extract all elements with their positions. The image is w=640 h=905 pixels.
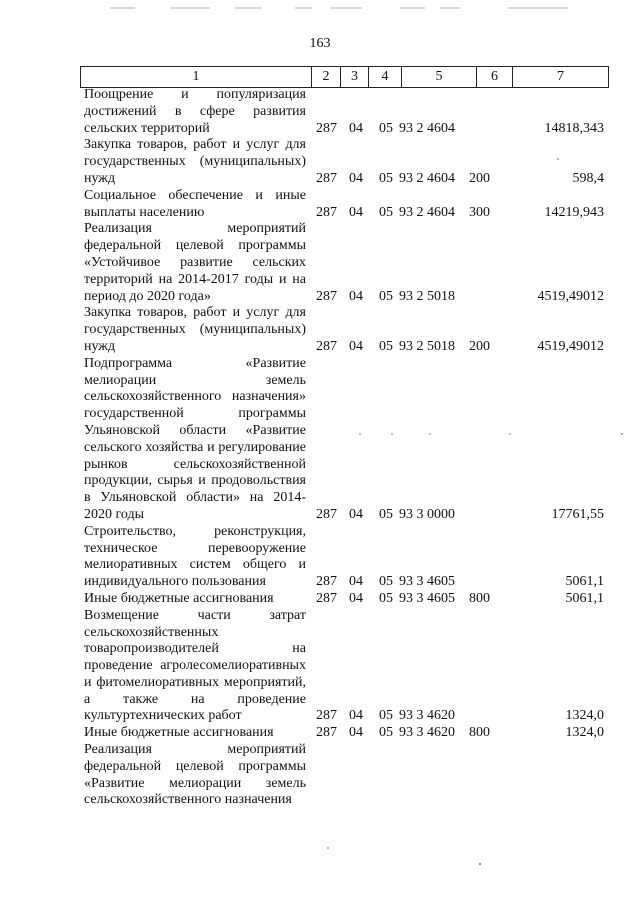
row-col-2: 287 bbox=[316, 708, 337, 724]
row-amount: 14219,943 bbox=[544, 204, 604, 220]
row-col-5: 93 2 4604 bbox=[399, 120, 455, 136]
row-col-4: 05 bbox=[379, 708, 393, 724]
row-amount: 1324,0 bbox=[565, 725, 604, 741]
speck bbox=[479, 863, 481, 865]
row-description: Социальное обеспечение и иные выплаты населению bbox=[84, 187, 306, 220]
speck bbox=[391, 433, 393, 435]
row-description: Закупка товаров, работ и услуг для государственных (муниципальных) нужд bbox=[84, 305, 306, 354]
row-col-4: 05 bbox=[379, 590, 393, 606]
row-description: Реализация мероприятий федеральной целевой программы «Развитие мелиорации земель сельскохозяйственного назначения bbox=[84, 742, 306, 808]
row-col-5: 93 3 4620 bbox=[399, 708, 455, 724]
row-description: Строительство, реконструкция, техническое перевооружение мелиоративных систем общего и индивидуального пользования bbox=[84, 523, 306, 590]
row-amount: 4519,49012 bbox=[537, 338, 604, 354]
row-col-6: 800 bbox=[469, 590, 490, 606]
row-col-3: 04 bbox=[349, 288, 363, 304]
row-amount: 14818,343 bbox=[544, 120, 604, 136]
row-col-4: 05 bbox=[379, 338, 393, 354]
speck bbox=[557, 158, 559, 160]
row-col-5: 93 3 4605 bbox=[399, 590, 455, 606]
row-col-2: 287 bbox=[316, 574, 337, 590]
row-col-3: 04 bbox=[349, 590, 363, 606]
row-amount: 1324,0 bbox=[565, 708, 604, 724]
row-amount: 4519,49012 bbox=[537, 288, 604, 304]
row-col-6: 200 bbox=[469, 338, 490, 354]
row-description: Возмещение части затрат сельскохозяйственных товаропроизводителей на проведение агролесомелиоративных и фитомелиоративных мероприятий, а также на проведение культуртехнических работ bbox=[84, 607, 306, 724]
speck bbox=[359, 433, 361, 435]
row-col-3: 04 bbox=[349, 506, 363, 522]
row-col-3: 04 bbox=[349, 725, 363, 741]
row-col-2: 287 bbox=[316, 590, 337, 606]
row-col-2: 287 bbox=[316, 120, 337, 136]
row-description: Иные бюджетные ассигнования bbox=[84, 590, 274, 606]
header-col-4: 4 bbox=[369, 67, 402, 87]
row-col-3: 04 bbox=[349, 574, 363, 590]
speck bbox=[509, 433, 511, 435]
row-col-4: 05 bbox=[379, 170, 393, 186]
speck bbox=[621, 433, 623, 435]
row-col-5: 93 3 4620 bbox=[399, 725, 455, 741]
row-description: Закупка товаров, работ и услуг для государственных (муниципальных) нужд bbox=[84, 137, 306, 186]
row-col-3: 04 bbox=[349, 708, 363, 724]
row-col-4: 05 bbox=[379, 204, 393, 220]
speck bbox=[429, 433, 431, 435]
row-col-3: 04 bbox=[349, 338, 363, 354]
row-col-5: 93 2 5018 bbox=[399, 338, 455, 354]
page-number: 163 bbox=[309, 36, 331, 51]
row-col-4: 05 bbox=[379, 725, 393, 741]
row-amount: 598,4 bbox=[572, 170, 604, 186]
row-col-4: 05 bbox=[379, 120, 393, 136]
row-col-3: 04 bbox=[349, 170, 363, 186]
row-description: Реализация мероприятий федеральной целевой программы «Устойчивое развитие сельских территорий на 2014-2017 годы и на период до 2020 года» bbox=[84, 221, 306, 304]
row-description: Иные бюджетные ассигнования bbox=[84, 725, 274, 741]
row-col-2: 287 bbox=[316, 338, 337, 354]
row-col-3: 04 bbox=[349, 204, 363, 220]
row-col-5: 93 3 4605 bbox=[399, 574, 455, 590]
row-col-3: 04 bbox=[349, 120, 363, 136]
row-col-4: 05 bbox=[379, 574, 393, 590]
header-col-3: 3 bbox=[341, 67, 369, 87]
row-col-5: 93 2 4604 bbox=[399, 204, 455, 220]
row-col-2: 287 bbox=[316, 288, 337, 304]
row-col-5: 93 3 0000 bbox=[399, 506, 455, 522]
header-col-6: 6 bbox=[477, 67, 513, 87]
speck bbox=[327, 847, 329, 849]
row-col-4: 05 bbox=[379, 288, 393, 304]
row-col-4: 05 bbox=[379, 506, 393, 522]
row-col-6: 300 bbox=[469, 204, 490, 220]
row-col-2: 287 bbox=[316, 204, 337, 220]
row-amount: 5061,1 bbox=[565, 574, 604, 590]
row-col-5: 93 2 4604 bbox=[399, 170, 455, 186]
row-col-2: 287 bbox=[316, 170, 337, 186]
row-amount: 17761,55 bbox=[551, 506, 604, 522]
row-col-6: 800 bbox=[469, 725, 490, 741]
row-col-5: 93 2 5018 bbox=[399, 288, 455, 304]
header-col-5: 5 bbox=[402, 67, 477, 87]
header-col-1: 1 bbox=[81, 67, 312, 87]
header-col-7: 7 bbox=[557, 69, 564, 84]
row-col-2: 287 bbox=[316, 506, 337, 522]
row-col-6: 200 bbox=[469, 170, 490, 186]
row-amount: 5061,1 bbox=[565, 590, 604, 606]
row-description: Подпрограмма «Развитие мелиорации земель сельскохозяйственного назначения» государственной программы Ульяновской области «Развитие сельского хозяйства и регулирование рынков сельскохозяйственной продукции, сырья и продовольствия в Ульяновской области» на 2014-2020 годы bbox=[84, 355, 306, 522]
row-description: Поощрение и популяризация достижений в сфере развития сельских территорий bbox=[84, 87, 306, 136]
header-col-2: 2 bbox=[312, 67, 341, 87]
row-col-2: 287 bbox=[316, 725, 337, 741]
